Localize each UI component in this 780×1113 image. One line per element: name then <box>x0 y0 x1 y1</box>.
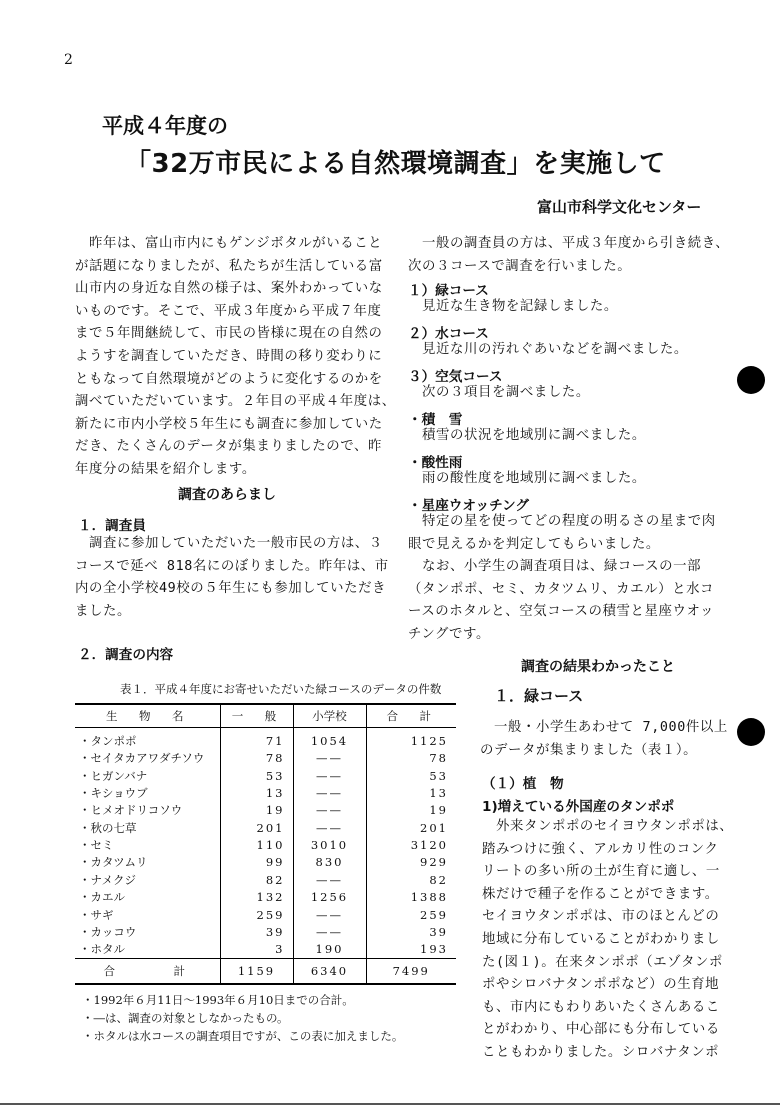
count-elementary: —— <box>293 871 366 888</box>
table-caption: 表１．平成４年度にお寄せいただいた緑コースのデータの件数 <box>120 682 442 696</box>
course-air-text: 次の３項目を調べました。 <box>408 385 590 400</box>
count-general: 132 <box>220 888 293 905</box>
table-row <box>75 819 456 836</box>
table-total-row <box>75 959 456 985</box>
total-general: 1159 <box>220 959 293 985</box>
count-general: 53 <box>220 767 293 784</box>
count-general: 99 <box>220 854 293 871</box>
count-elementary: —— <box>293 802 366 819</box>
section-heading-overview: 調査のあらまし <box>178 487 276 503</box>
dandelion-paragraph: 外来タンポポのセイヨウタンポポは、 踏みつけに強く、アルカリ性のコンク リートの多い所の土が生育に適し、一 株だけで種子を作ることができます。 セイヨウタンポポは、市のほとんどの 地域に分布していることがわかりまし た(図１)。在来タンポポ（エゾタンポ ポやシロバナタンポポなど）の生育地 も、市内にもわりあいたくさんあるこ とがわかり、中心部にも分布している こともわかりました。シロバナタンポ <box>482 819 734 1060</box>
table-row <box>75 854 456 871</box>
organism-name: ・カッコウ <box>79 924 137 939</box>
count-total: 3120 <box>366 836 456 853</box>
table-row <box>75 888 456 905</box>
organism-name: ・キショウブ <box>79 785 148 800</box>
header-elementary: 小学校 <box>293 704 366 728</box>
organism-name: ・カエル <box>79 890 125 905</box>
organism-name: ・サギ <box>79 907 114 922</box>
count-elementary: 1256 <box>293 888 366 905</box>
plants-heading: （１）植 物 <box>482 776 564 792</box>
count-elementary: —— <box>293 923 366 940</box>
table-row <box>75 802 456 819</box>
item-acid-rain-heading: ・酸性雨 <box>408 455 463 471</box>
count-total: 78 <box>366 749 456 766</box>
count-total: 929 <box>366 854 456 871</box>
count-general: 19 <box>220 802 293 819</box>
count-general: 110 <box>220 836 293 853</box>
courses-intro: 一般の調査員の方は、平成３年度から引き続き、 次の３コースで調査を行いました。 <box>408 236 730 274</box>
organism-name: ・ヒメオドリコソウ <box>79 803 183 818</box>
count-elementary: —— <box>293 784 366 801</box>
header-general: 一 般 <box>220 704 293 728</box>
item-snow-heading: ・積 雪 <box>408 412 463 428</box>
author: 富山市科学文化センター <box>537 198 702 216</box>
count-general: 71 <box>220 728 293 750</box>
item-acid-rain-text: 雨の酸性度を地域別に調べました。 <box>408 471 646 486</box>
table-row <box>75 836 456 853</box>
section-heading-results: 調査の結果わかったこと <box>521 659 675 675</box>
count-elementary: 1054 <box>293 728 366 750</box>
subheading-investigators: １．調査員 <box>78 518 146 534</box>
organism-name: ・カタツムリ <box>79 855 148 870</box>
table-notes: ・1992年６月11日～1993年６月10日までの合計。 ・―は、調査の対象としなかったもの。 ・ホタルは水コースの調査項目ですが、この表に加えました。 <box>82 993 404 1043</box>
organism-name: ・ヒガンバナ <box>79 768 148 783</box>
count-elementary: 830 <box>293 854 366 871</box>
count-elementary: 3010 <box>293 836 366 853</box>
organism-name: ・セミ <box>79 838 114 853</box>
count-total: 259 <box>366 906 456 923</box>
item-star-watching-heading: ・星座ウオッチング <box>408 498 529 514</box>
count-total: 13 <box>366 784 456 801</box>
star-watching-paragraph: 特定の星を使ってどの程度の明るさの星まで肉 眼で見えるかを判定してもらいました。 なお、小学生の調査項目は、緑コースの一部 （タンポポ、セミ、カタツムリ、カエル）と水コ ースのホタルと、空気コースの積雪と星座ウオッ チングです。 <box>408 514 716 642</box>
punch-hole-bottom <box>737 718 765 746</box>
table-row <box>75 941 456 959</box>
title-line-2: 「32万市民による自然環境調査」を実施して <box>125 149 666 179</box>
course-green-heading: １）緑コース <box>408 283 489 299</box>
investigators-paragraph: 調査に参加していただいた一般市民の方は、３ コースで延べ 818名にのぼりました。昨年は、市 内の全小学校49校の５年生にも参加していただき ました。 <box>75 536 389 619</box>
count-total: 1388 <box>366 888 456 905</box>
table-row <box>75 923 456 940</box>
organism-name: ・セイタカアワダチソウ <box>79 751 205 766</box>
table-row <box>75 784 456 801</box>
count-elementary: —— <box>293 906 366 923</box>
count-general: 3 <box>220 941 293 959</box>
count-elementary: —— <box>293 767 366 784</box>
count-total: 193 <box>366 941 456 959</box>
organism-name: ・ホタル <box>79 942 125 957</box>
count-general: 82 <box>220 871 293 888</box>
organism-name: ・ナメクジ <box>79 872 137 887</box>
count-elementary: —— <box>293 819 366 836</box>
count-total: 39 <box>366 923 456 940</box>
total-label: 合 計 <box>75 959 220 985</box>
table-row <box>75 749 456 766</box>
count-general: 201 <box>220 819 293 836</box>
course-air-heading: ３）空気コース <box>408 369 503 385</box>
page-number: 2 <box>64 52 73 68</box>
results-green-text: 一般・小学生あわせて 7,000件以上 のデータが集まりました（表１）。 <box>480 720 728 758</box>
total-elementary: 6340 <box>293 959 366 985</box>
subheading-contents: ２．調査の内容 <box>78 647 174 663</box>
intro-paragraph: 昨年は、富山市内にもゲンジボタルがいること が話題になりましたが、私たちが生活している富 山市内の身近な自然の様子は、案外わかっていな いものです。そこで、平成３年度から平成７年度 まで５年間継続して、市民の皆様に現在の自然の ようすを調査していただき、時間の移り変わりに ともなって自然環境がどのように変化するのかを 調べていただいています。２年目の平成４年度は、 新たに市内小学校５年生にも調査に参加していた だき、たくさんのデータが集まりましたので、昨 年度分の結果を紹介します。 <box>75 236 396 477</box>
table-row <box>75 906 456 923</box>
table-row <box>75 767 456 784</box>
dandelion-heading: 1)増えている外国産のタンポポ <box>482 799 675 815</box>
item-snow-text: 積雪の状況を地域別に調べました。 <box>408 428 646 443</box>
data-count-table <box>75 703 456 985</box>
count-general: 39 <box>220 923 293 940</box>
count-general: 78 <box>220 749 293 766</box>
count-general: 259 <box>220 906 293 923</box>
header-total: 合 計 <box>366 704 456 728</box>
title-line-1: 平成４年度の <box>102 114 228 138</box>
total-sum: 7499 <box>366 959 456 985</box>
count-total: 19 <box>366 802 456 819</box>
count-total: 82 <box>366 871 456 888</box>
organism-name: ・タンポポ <box>79 733 137 748</box>
count-total: 1125 <box>366 728 456 750</box>
punch-hole-top <box>737 366 765 394</box>
count-total: 201 <box>366 819 456 836</box>
table-row <box>75 871 456 888</box>
table-row <box>75 728 456 750</box>
organism-name: ・秋の七草 <box>79 820 137 835</box>
count-total: 53 <box>366 767 456 784</box>
count-general: 13 <box>220 784 293 801</box>
course-green-text: 見近な生き物を記録しました。 <box>408 299 618 314</box>
page-bottom-edge <box>0 1103 780 1105</box>
count-elementary: 190 <box>293 941 366 959</box>
header-organism: 生 物 名 <box>75 704 220 728</box>
course-water-text: 見近な川の汚れぐあいなどを調べました。 <box>408 342 688 357</box>
results-green-heading: １．緑コース <box>494 687 584 705</box>
course-water-heading: ２）水コース <box>408 326 489 342</box>
count-elementary: —— <box>293 749 366 766</box>
table-header-row <box>75 704 456 728</box>
